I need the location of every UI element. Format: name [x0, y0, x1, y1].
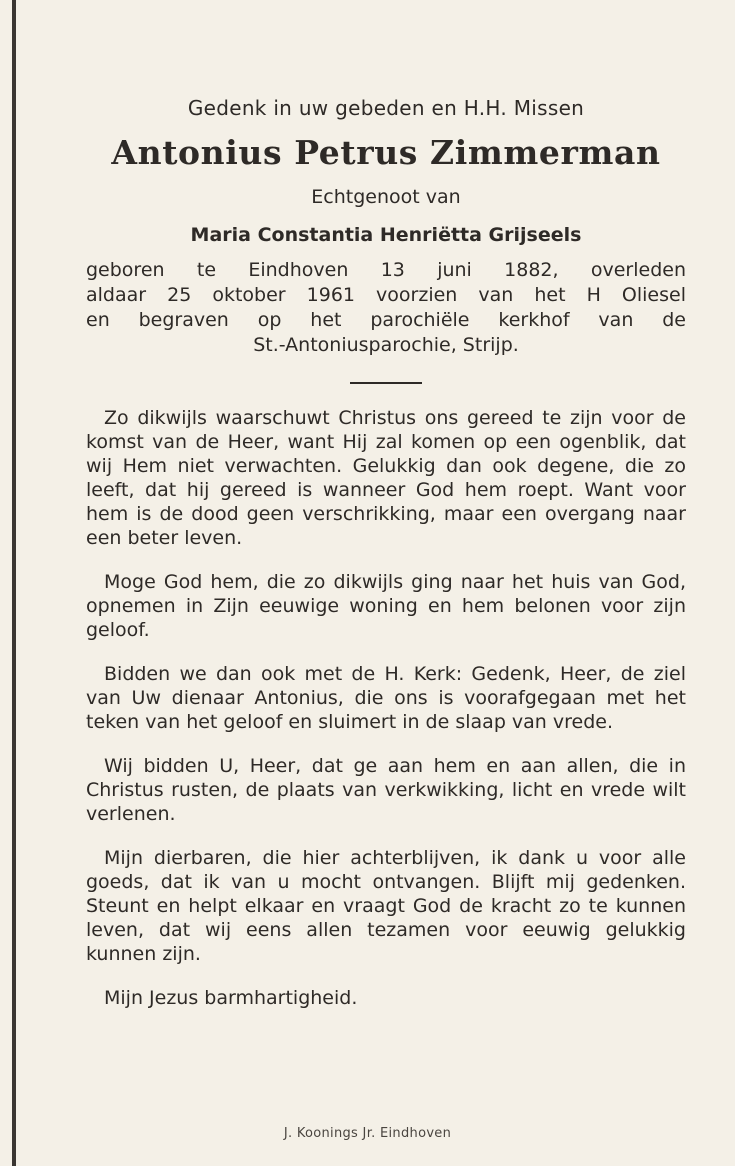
spouse-name: Maria Constantia Henriëtta Grijseels — [190, 224, 582, 246]
biography — [86, 258, 686, 358]
bio-line: geboren te Eindhoven 13 juni 1882, overleden — [86, 259, 686, 281]
prayer-paragraph: Wij bidden U, Heer, dat ge aan hem en aan allen, die in Christus rusten, de plaats van verkwikking, licht en vrede wilt verlenen. — [86, 755, 686, 825]
deceased-name: Antonius Petrus Zimmerman — [111, 133, 661, 172]
prayer-paragraph: Mijn dierbaren, die hier achterblijven, ik dank u voor alle goeds, dat ik van u mocht ontvangen. Blijft mij gedenken. Steunt en helpt elkaar en vraagt God de kracht zo te kunnen leven, dat wij eens allen tezamen voor eeuwig gelukkig kunnen zijn. — [86, 847, 686, 965]
prayer-paragraph: Moge God hem, die zo dikwijls ging naar het huis van God, opnemen in Zijn eeuwige woning en hem belonen voor zijn geloof. — [86, 571, 686, 641]
prayer-paragraph: Bidden we dan ook met de H. Kerk: Gedenk, Heer, de ziel van Uw dienaar Antonius, die ons is voorafgegaan met het teken van het geloof en sluimert in de slaap van vrede. — [86, 663, 686, 733]
intro-line: Gedenk in uw gebeden en H.H. Missen — [187, 96, 585, 120]
card-content — [86, 88, 686, 1010]
divider-rule — [350, 382, 422, 384]
printer-imprint: J. Koonings Jr. Eindhoven — [283, 1126, 452, 1141]
bio-line: St.-Antoniusparochie, Strijp. — [253, 334, 519, 356]
closing-invocation: Mijn Jezus barmhartigheid. — [104, 987, 358, 1009]
bio-line: aldaar 25 oktober 1961 voorzien van het H Oliesel — [86, 284, 686, 306]
spouse-label: Echtgenoot van — [311, 186, 461, 208]
prayer-paragraph: Zo dikwijls waarschuwt Christus ons gereed te zijn voor de komst van de Heer, want Hij zal komen op een ogenblik, dat wij Hem niet verwachten. Gelukkig dan ook degene, die zo leeft, dat hij gereed is wanneer God hem roept. Want voor hem is de dood geen verschrikking, maar een overgang naar een beter leven. — [86, 407, 686, 549]
card-edge-line — [12, 0, 16, 1166]
bio-line: en begraven op het parochiële kerkhof van de — [86, 309, 686, 331]
